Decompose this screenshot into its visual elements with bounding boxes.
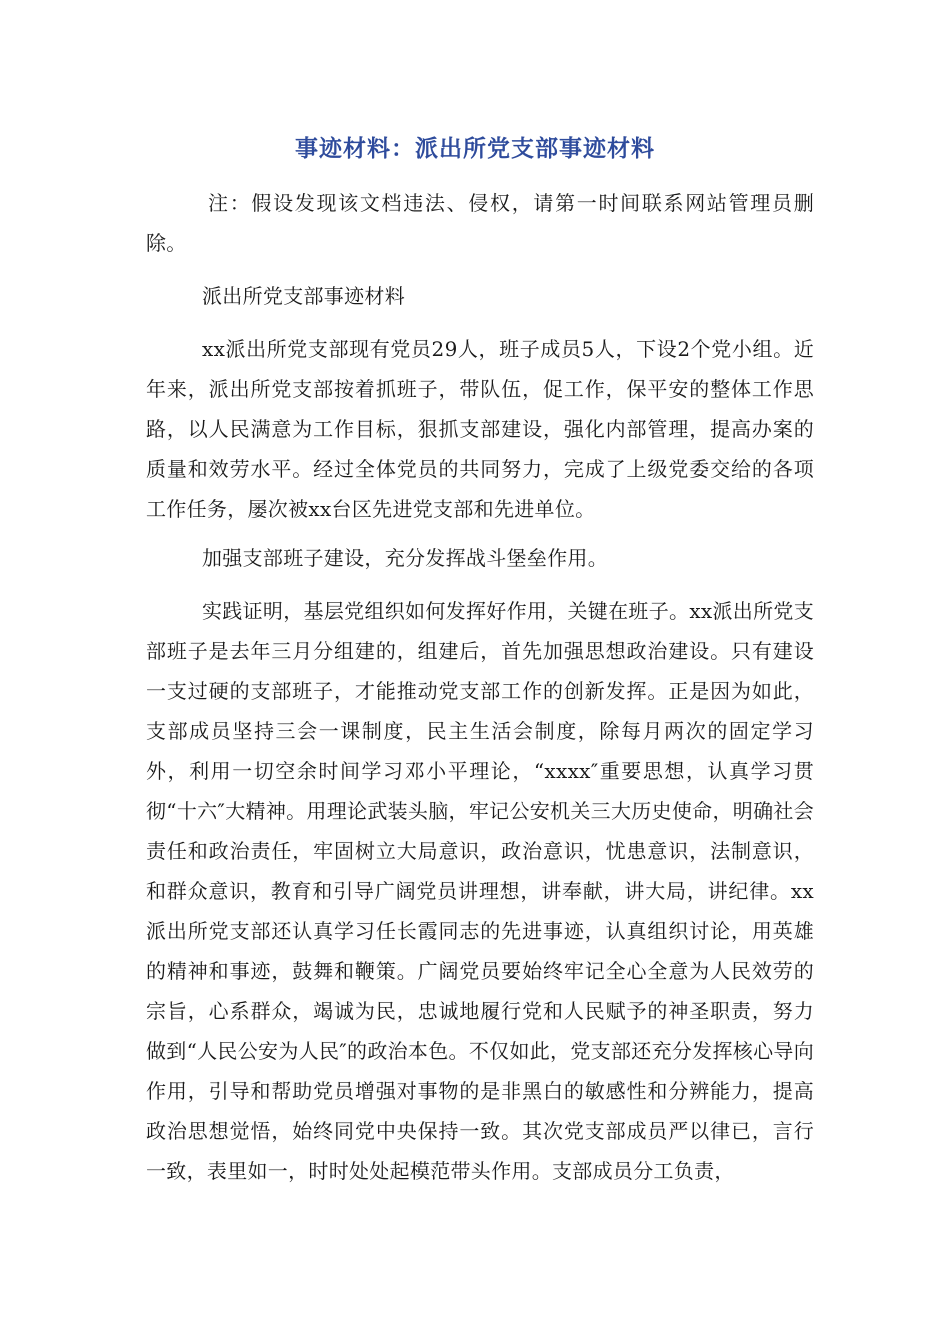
paragraph-body: 实践证明，基层党组织如何发挥好作用，关键在班子。xx派出所党支部班子是去年三月分组建的，组建后，首先加强思想政治建设。只有建设一支过硬的支部班子，才能推动党支部工作的创新发挥。正是因为如此，支部成员坚持三会一课制度，民主生活会制度，除每月两次的固定学习外，利用一切空余时间学习邓小平理论，“xxxx″重要思想，认真学习贯彻“十六″大精神。用理论武装头脑，牢记公安机关三大历史使命，明确社会责任和政治责任，牢固树立大局意识，政治意识，忧患意识，法制意识，和群众意识，教育和引导广阔党员讲理想，讲奉献，讲大局，讲纪律。xx派出所党支部还认真学习任长霞同志的先进事迹，认真组织讨论，用英雄的精神和事迹，鼓舞和鞭策。广阔党员要始终牢记全心全意为人民效劳的宗旨，心系群众，竭诚为民，忠诚地履行党和人民赋予的神圣职责，努力做到“人民公安为人民″的政治本色。不仅如此，党支部还充分发挥核心导向作用，引导和帮助党员增强对事物的是非黑白的敏感性和分辨能力，提高政治思想觉悟，始终同党中央保持一致。其次党支部成员严以律已，言行一致，表里如一，时时处处起模范带头作用。支部成员分工负责， (146, 599, 814, 1183)
document-subtitle: 派出所党支部事迹材料 (202, 284, 405, 308)
section-heading: 加强支部班子建设，充分发挥战斗堡垒作用。 (202, 546, 608, 570)
copyright-notice: 注：假设发现该文档违法、侵权，请第一时间联系网站管理员删除。 (146, 191, 814, 255)
paragraph-intro: xx派出所党支部现有党员29人，班子成员5人，下设2个党小组。近年来，派出所党支部按着抓班子，带队伍，促工作，保平安的整体工作思路，以人民满意为工作目标，狠抓支部建设，强化内部管理，提高办案的质量和效劳水平。经过全体党员的共同努力，完成了上级党委交给的各项工作任务，屡次被xx台区先进党支部和先进单位。 (146, 337, 814, 521)
document-title: 事迹材料：派出所党支部事迹材料 (295, 136, 655, 162)
